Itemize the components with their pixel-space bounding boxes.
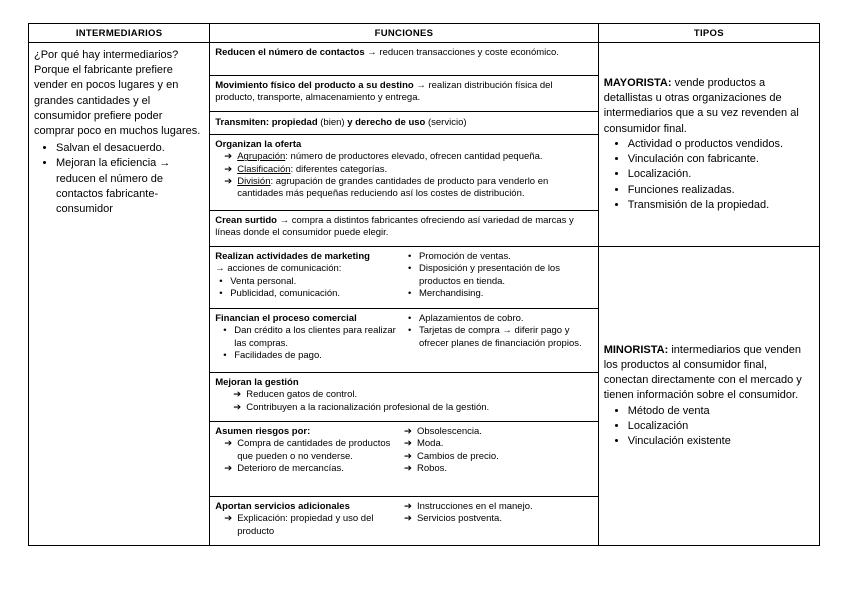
servicio-item: ➔ Servicios postventa.	[403, 513, 502, 525]
funcion-text: (bien)	[317, 116, 348, 128]
minorista-bullet: • Método de venta	[628, 404, 813, 419]
tipo-minorista	[598, 247, 819, 546]
minorista-bullet: • Vinculación existente	[628, 434, 813, 449]
funcion-mejoran-gestion	[210, 373, 598, 422]
funcion-title: Organizan la oferta	[215, 139, 302, 150]
riesgo-item: ➔ Deterioro de mercancías.	[224, 462, 344, 474]
marketing-item: • Merchandising.	[407, 287, 484, 299]
header-tipos: TIPOS	[598, 24, 819, 43]
minorista-text: intermediarios que venden los productos al consumidor final, conectan directamente con el mercado y tienen información sobre el consumidor.	[603, 343, 802, 402]
servicio-item: ➔ Instrucciones en el manejo.	[403, 501, 533, 512]
funcion-title: Asumen riesgos por	[215, 426, 308, 437]
gestion-item: ➔ Contribuyen a la racionalización profesional de la gestión.	[233, 401, 490, 413]
mayorista-bullet: • Transmisión de la propiedad.	[628, 198, 813, 213]
mayorista-bullet: • Funciones realizadas.	[628, 183, 813, 198]
funcion-text: → acciones de comunicación:	[215, 263, 342, 275]
intermediarios-bullet: • Mejoran la eficiencia → reducen el número de contactos fabricante-consumidor	[56, 156, 203, 217]
funcion-text: → reducen transacciones y coste económico.	[364, 47, 559, 58]
oferta-text: : diferentes categorías.	[290, 163, 388, 175]
funcion-asumen-riesgos: Asumen riesgos por: ➔ Compra de cantidades de productos que pueden o no venderse. ➔ Deterioro de mercancías. ➔ Obsolescencia. ➔ Moda. ➔ Cambios de precio. ➔ Robos.	[210, 422, 598, 497]
marketing-item: • Publicidad, comunicación.	[219, 287, 341, 299]
funcion-title: Crean surtido	[215, 215, 277, 226]
riesgo-item: ➔ Moda.	[403, 438, 444, 450]
funcion-marketing	[210, 247, 598, 309]
oferta-text: : agrupación de grandes cantidades de producto para venderlo en cantidades más pequeñas reduciendo así los costes de distribución.	[237, 175, 549, 200]
minorista-bullet: • Localización	[628, 419, 813, 434]
mayorista-bullet: • Vinculación con fabricante.	[628, 152, 813, 167]
funcion-title: Aportan servicios adicionales	[215, 501, 350, 512]
funcion-reducen-contactos	[210, 43, 598, 76]
funcion-crean-surtido	[210, 211, 598, 247]
header-intermediarios: INTERMEDIARIOS	[29, 24, 210, 43]
intermediarios-bullet: • Salvan el desacuerdo.	[56, 141, 203, 156]
oferta-term: División	[237, 175, 271, 187]
oferta-item: ➔ Agrupación: número de productores elevado, ofrecen cantidad pequeña.	[224, 151, 543, 163]
funcion-transmiten	[210, 112, 598, 135]
funcion-title: Movimiento físico del producto a su destino	[215, 80, 414, 91]
funcion-text: → compra a distintos fabricantes ofreciendo así variedad de marcas y líneas donde el consumidor puede elegir.	[215, 215, 574, 239]
servicio-item: ➔ Explicación: propiedad y uso del producto	[224, 513, 374, 537]
marketing-item: • Venta personal.	[219, 275, 297, 287]
funcion-title: Transmiten: propiedad	[215, 116, 318, 128]
mayorista-bullet: • Localización.	[628, 167, 813, 182]
riesgo-item: ➔ Compra de cantidades de productos que pueden o no venderse.	[224, 438, 391, 462]
funcion-organizan-oferta	[210, 135, 598, 211]
mayorista-text: vende productos a detallistas u otras organizaciones de intermediarios que a su vez revenden al consumidor final.	[603, 77, 799, 135]
funcion-title: Mejoran la gestión	[215, 377, 299, 388]
funcion-movimiento-fisico	[210, 76, 598, 112]
marketing-item: • Promoción de ventas.	[407, 251, 511, 262]
mayorista-label: MAYORISTA:	[603, 77, 672, 90]
riesgo-item: ➔ Cambios de precio.	[403, 450, 499, 462]
funcion-title: y derecho de uso	[347, 116, 426, 128]
riesgo-item: ➔ Obsolescencia.	[403, 426, 482, 437]
minorista-label: MINORISTA:	[603, 343, 669, 356]
funcion-text: → realizan distribución física del producto, transporte, almacenamiento y entrega.	[215, 80, 553, 104]
oferta-term: Agrupación	[237, 151, 286, 163]
gestion-item: ➔ Reducen gatos de control.	[233, 389, 358, 401]
financian-item: • Aplazamientos de cobro.	[407, 313, 524, 324]
funcion-title: Realizan actividades de marketing	[215, 251, 370, 262]
funcion-servicios-adicionales	[210, 497, 598, 546]
marketing-item: • Disposición y presentación de los productos en tienda.	[407, 263, 560, 287]
mayorista-bullet: • Actividad o productos vendidos.	[628, 137, 813, 152]
riesgo-item: ➔ Robos.	[403, 462, 448, 474]
financian-item: • Dan crédito a los clientes para realizar las compras.	[223, 325, 396, 349]
funcion-financian	[210, 309, 598, 373]
tipo-mayorista	[598, 43, 819, 247]
funcion-title: Financian el proceso comercial	[215, 313, 357, 324]
oferta-term: Clasificación	[237, 163, 291, 175]
oferta-item: ➔ Clasificación: diferentes categorías.	[224, 163, 388, 175]
header-funciones: FUNCIONES	[210, 24, 598, 43]
funcion-title: Reducen el número de contactos	[215, 47, 365, 58]
intermediarios-cell	[29, 43, 210, 546]
oferta-text: : número de productores elevado, ofrecen cantidad pequeña.	[285, 151, 543, 163]
intermediarios-text: ¿Por qué hay intermediarios? Porque el fabricante prefiere vender en pocos lugares y en grandes cantidades y el consumidor prefiere poder comprar poco en muchos lugares.	[34, 49, 201, 138]
intermediarios-table	[28, 23, 820, 546]
financian-item: • Facilidades de pago.	[223, 349, 322, 361]
financian-item: • Tarjetas de compra → diferir pago y ofrecer planes de financiación propios.	[407, 325, 582, 349]
oferta-item: ➔ División: agrupación de grandes cantidades de producto para venderlo en cantidades más pequeñas reduciendo así los costes de distribución.	[224, 175, 549, 200]
funcion-text: (servicio)	[425, 116, 467, 128]
